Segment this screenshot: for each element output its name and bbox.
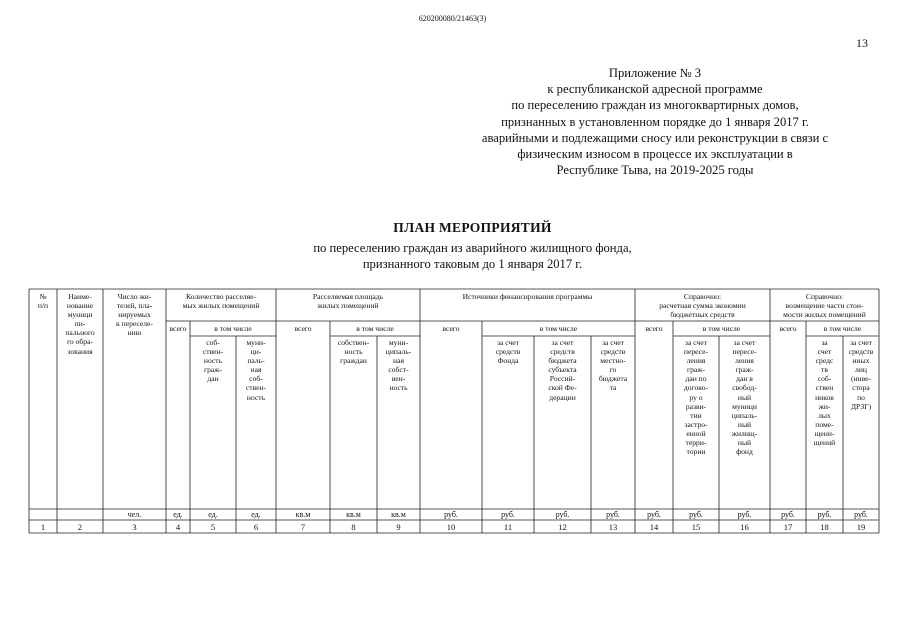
- header-reimbursement-group: Справочно: возмещение части стои- мости жилых помещений: [783, 292, 866, 320]
- column-number: 15: [691, 522, 701, 532]
- header-fund-funds: за счет средств Фонда: [495, 338, 521, 366]
- unit-cell: руб.: [501, 510, 515, 519]
- header-total: всего: [779, 324, 797, 333]
- header-sources-group: Источники финансирования программы: [462, 292, 593, 301]
- column-number: 13: [608, 522, 618, 532]
- unit-cell: руб.: [555, 510, 570, 519]
- column-number: 19: [856, 522, 866, 532]
- header-including: в том числе: [823, 324, 862, 333]
- header-residents: Число жи- телей, пла- нируемых к переселе- нию: [116, 292, 153, 338]
- header-total: всего: [294, 324, 312, 333]
- appendix-line: физическим износом в процессе их эксплуатации в: [517, 147, 793, 162]
- column-number: 4: [175, 522, 181, 532]
- unit-cell: ед.: [251, 510, 261, 519]
- appendix-line: признанных в установленном порядке до 1 января 2017 г.: [501, 114, 809, 129]
- header-including: в том числе: [702, 324, 741, 333]
- page-number: 13: [856, 36, 868, 50]
- unit-cell: руб.: [854, 510, 868, 519]
- header-total: всего: [645, 324, 663, 333]
- unit-cell: руб.: [817, 510, 832, 519]
- column-number: 5: [210, 522, 216, 532]
- header-municipal-area: муни- ципаль- ная собст- вен- ность: [385, 338, 412, 393]
- column-number: 11: [503, 522, 513, 532]
- unit-cell: кв.м: [295, 510, 311, 519]
- column-number: 17: [783, 522, 793, 532]
- unit-cell: руб.: [444, 510, 458, 519]
- header-development-agreement: за счет пересе- ления граж- дан по догово- ру о разви- тии застро- енной терри- тории: [683, 338, 709, 457]
- unit-cell: кв.м: [391, 510, 406, 519]
- column-number: 3: [132, 522, 137, 532]
- document-code: 620200080/21463(3): [418, 14, 487, 23]
- column-number: 12: [558, 522, 567, 532]
- unit-cell: руб.: [647, 510, 661, 519]
- appendix-line: Приложение № 3: [608, 66, 702, 80]
- unit-cell: руб.: [689, 510, 703, 519]
- unit-cell: руб.: [737, 510, 752, 519]
- column-number: 16: [740, 522, 749, 532]
- header-local-budget: за счет средств местно- го бюджета та: [598, 338, 628, 393]
- header-including: в том числе: [539, 324, 578, 333]
- header-including: в том числе: [214, 324, 252, 333]
- plan-subtitle: [0, 240, 905, 272]
- plan-subtitle-line: по переселению граждан из аварийного жилищного фонда,: [313, 241, 632, 255]
- header-subject-budget: за счет средств бюджета субъекта Россий- ской Фе- дерации: [548, 338, 577, 402]
- header-area-group: Расселяемая площадь жилых помещений: [312, 292, 384, 311]
- appendix-line: к республиканской адресной программе: [547, 82, 763, 97]
- appendix-line: Республике Тыва, на 2019-2025 годы: [556, 163, 754, 178]
- header-citizens-area: собствен- ность граждан: [337, 338, 370, 366]
- header-investor-funds: за счет средств иных лиц (инве- стора по ДРЗГ): [848, 338, 874, 411]
- column-number: 14: [649, 522, 659, 532]
- header-free-housing-fund: за счет пересе- ления граж- дан в свобод- ный муници ципаль- ный жилищ- ный фонд: [731, 338, 758, 457]
- header-municipal-property: муни- ци- паль- ная соб- ствен- ность: [245, 338, 267, 402]
- column-number: 9: [396, 522, 401, 532]
- column-number: 7: [300, 522, 306, 532]
- header-municipality: Наиме- нование муници пи- пального го обра- зования: [65, 292, 95, 356]
- header-total: всего: [442, 324, 460, 333]
- column-number: 1: [40, 522, 46, 532]
- unit-cell: кв.м: [346, 510, 361, 519]
- column-number: 18: [820, 522, 829, 532]
- header-rooms-group: Количество расселяе- мых жилых помещений: [182, 292, 260, 311]
- unit-cell: ед.: [173, 510, 183, 519]
- unit-cell: ед.: [208, 510, 218, 519]
- appendix-heading: [420, 65, 890, 178]
- column-number: 6: [253, 522, 259, 532]
- header-number: № п/п: [37, 292, 49, 311]
- unit-cell: руб.: [781, 510, 795, 519]
- column-number: 10: [446, 522, 456, 532]
- plan-subtitle-line: признанного таковым до 1 января 2017 г.: [362, 257, 583, 271]
- column-number: 2: [77, 522, 83, 532]
- header-savings-group: Справочно: расчетная сумма экономии бюджетных средств: [659, 292, 746, 320]
- appendix-line: по переселению граждан из многоквартирных домов,: [511, 98, 799, 113]
- header-citizens-property: соб- ствен- ность граж- дан: [202, 338, 224, 384]
- column-number: 8: [351, 522, 356, 532]
- unit-cell: руб.: [606, 510, 620, 519]
- appendix-line: аварийными и подлежащими сносу или реконструкции в связи с: [481, 130, 829, 145]
- header-owners-funds: за счет средс тв соб- ствен ников жи- лых поме- щени- щений: [813, 338, 836, 448]
- header-including: в том числе: [356, 324, 394, 333]
- unit-cell: чел.: [127, 510, 142, 519]
- plan-title: ПЛАН МЕРОПРИЯТИЙ: [393, 220, 552, 235]
- header-total: всего: [169, 324, 187, 333]
